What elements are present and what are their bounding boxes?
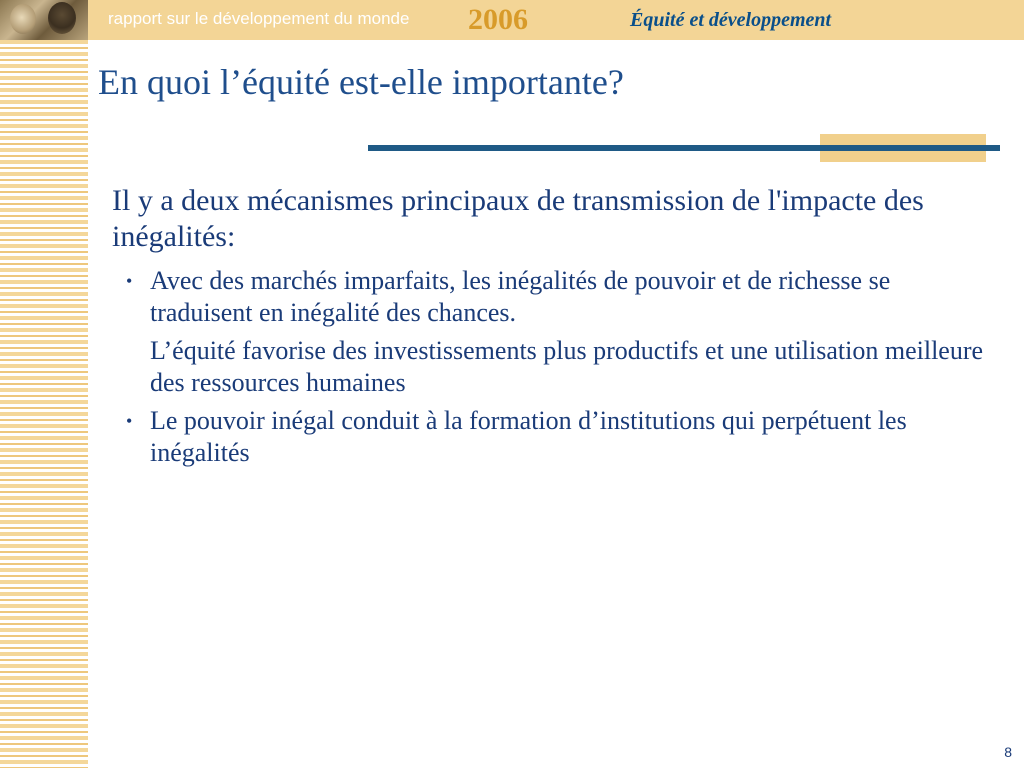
intro-paragraph: Il y a deux mécanismes principaux de transmission de l'impacte des inégalités: xyxy=(112,184,924,253)
report-series-label: rapport sur le développement du monde xyxy=(108,9,410,28)
bullet-text: Avec des marchés imparfaits, les inégalités de pouvoir et de richesse se traduisent en inégalité des chances. xyxy=(150,266,891,327)
header-bar xyxy=(0,0,1024,40)
title-rule-accent-line xyxy=(820,145,986,151)
page-number: 8 xyxy=(1004,744,1012,760)
header-photo xyxy=(0,0,88,40)
bullet-note: L’équité favorise des investissements plus productifs et une utilisation meilleure des ressources humaines xyxy=(150,336,984,397)
decorative-stripe-band xyxy=(0,40,88,768)
slide-content xyxy=(112,183,992,475)
report-theme: Équité et développement xyxy=(630,9,832,31)
slide-title: En quoi l’équité est-elle importante? xyxy=(98,62,624,102)
bullet-text: Le pouvoir inégal conduit à la formation d’institutions qui perpétuent les inégalités xyxy=(150,406,907,467)
bullet-list xyxy=(112,265,992,469)
bullet-marker: • xyxy=(126,271,133,291)
report-year: 2006 xyxy=(468,3,528,36)
bullet-item-2 xyxy=(112,405,992,469)
bullet-marker: • xyxy=(126,411,133,431)
bullet-item-1 xyxy=(112,265,992,399)
